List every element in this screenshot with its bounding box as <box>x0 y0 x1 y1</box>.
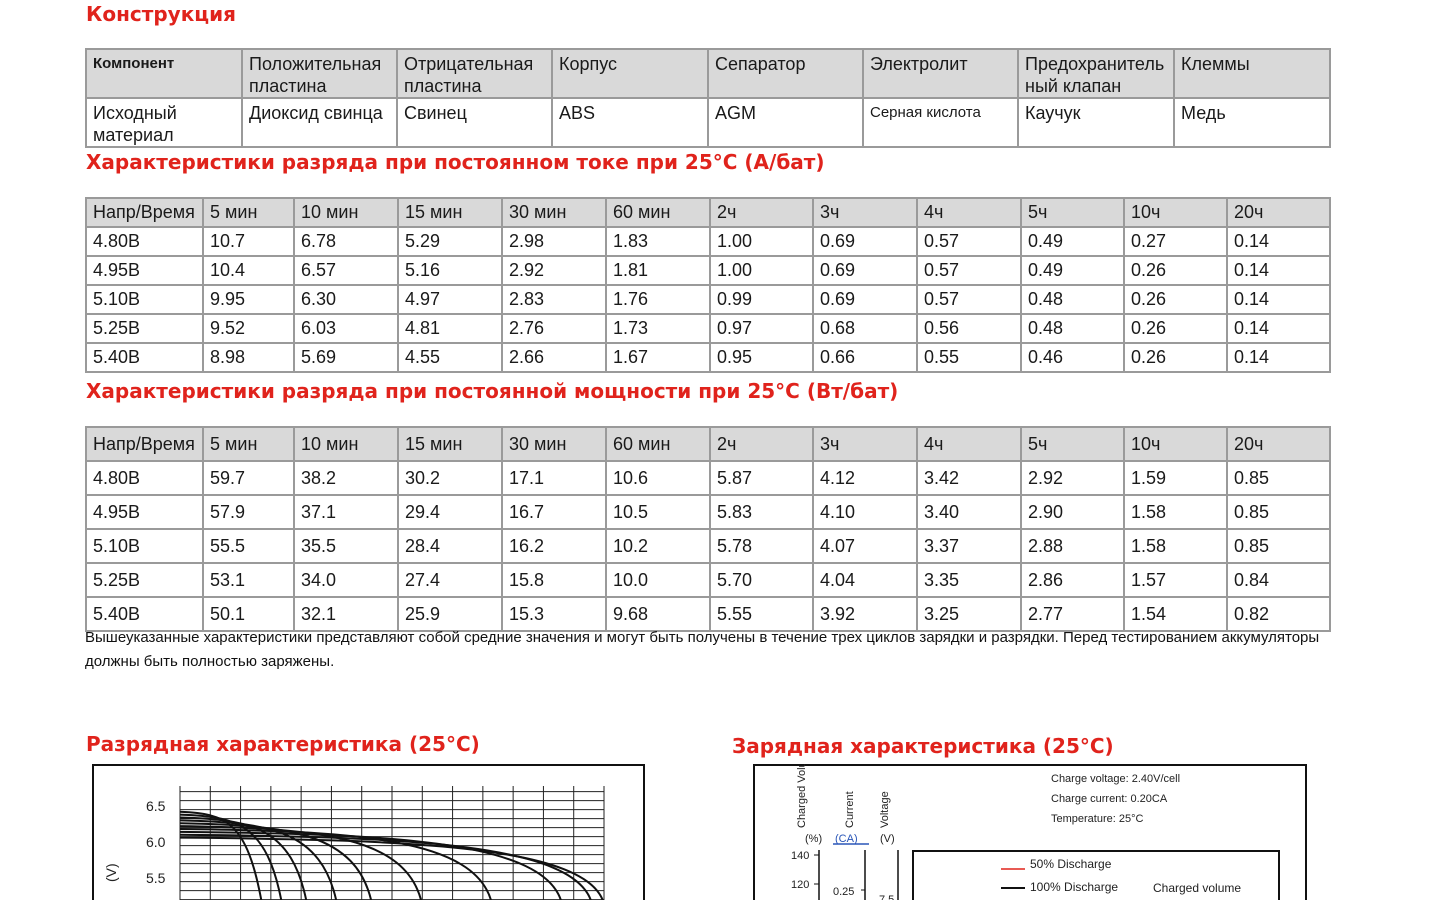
power-cell: 57.9 <box>203 495 294 529</box>
current-cell: 6.57 <box>294 256 398 285</box>
power-cell: 4.10 <box>813 495 917 529</box>
power-discharge-table <box>85 426 1331 632</box>
current-cell: 0.56 <box>917 314 1021 343</box>
current-cell: 1.73 <box>606 314 710 343</box>
power-cell: 1.54 <box>1124 597 1227 631</box>
power-cell: 35.5 <box>294 529 398 563</box>
power-cell: 3.42 <box>917 461 1021 495</box>
power-row <box>86 529 1330 563</box>
power-header: 15 мин <box>398 427 502 461</box>
power-cell: 10.5 <box>606 495 710 529</box>
note-text: Вышеуказанные характеристики представляют собой средние значения и могут быть получены в течение трех циклов зарядки и разрядки. Перед тестированием аккумуляторы должны быть полностью заряжены. <box>85 629 1320 670</box>
power-cell: 3.35 <box>917 563 1021 597</box>
power-row <box>86 461 1330 495</box>
current-cell: 0.26 <box>1124 256 1227 285</box>
current-cell: 0.26 <box>1124 285 1227 314</box>
current-header: Напр/Время <box>86 198 203 227</box>
power-cell: 28.4 <box>398 529 502 563</box>
power-cell: 2.77 <box>1021 597 1124 631</box>
power-cell: 0.85 <box>1227 461 1330 495</box>
power-cell: 2.86 <box>1021 563 1124 597</box>
charge-condition: Charge current: 0.20CA <box>1051 793 1168 805</box>
power-cell: 5.78 <box>710 529 813 563</box>
charge-left-tick: 140 <box>791 850 810 862</box>
current-cell: 0.57 <box>917 285 1021 314</box>
legend-charged-volume: Charged volume <box>1153 881 1242 895</box>
current-header-row <box>86 198 1330 227</box>
current-cell: 0.99 <box>710 285 813 314</box>
power-cell: 59.7 <box>203 461 294 495</box>
construction-header: Компонент <box>86 49 242 98</box>
current-cell: 0.48 <box>1021 285 1124 314</box>
current-cell: 0.14 <box>1227 227 1330 256</box>
construction-cell: Серная кислота <box>863 98 1018 147</box>
power-cell: 5.40В <box>86 597 203 631</box>
power-cell: 0.82 <box>1227 597 1330 631</box>
power-cell: 5.70 <box>710 563 813 597</box>
power-cell: 15.3 <box>502 597 606 631</box>
construction-header: Положительная пластина <box>242 49 397 98</box>
charge-unit-voltage: (V) <box>880 833 895 845</box>
charge-unit-current: (CA) <box>835 833 858 845</box>
construction-cell: Исходный материал <box>86 98 242 147</box>
power-cell: 4.07 <box>813 529 917 563</box>
discharge-ytick: 6.0 <box>146 834 166 850</box>
current-header: 10 мин <box>294 198 398 227</box>
charge-condition: Charge voltage: 2.40V/cell <box>1051 773 1181 785</box>
construction-header: Корпус <box>552 49 708 98</box>
power-cell: 10.0 <box>606 563 710 597</box>
current-cell: 1.81 <box>606 256 710 285</box>
current-cell: 5.40В <box>86 343 203 372</box>
power-header-row <box>86 427 1330 461</box>
current-cell: 2.76 <box>502 314 606 343</box>
power-cell: 5.25В <box>86 563 203 597</box>
current-header: 5 мин <box>203 198 294 227</box>
power-cell: 4.95В <box>86 495 203 529</box>
power-cell: 4.80В <box>86 461 203 495</box>
power-header: 20ч <box>1227 427 1330 461</box>
construction-cell: Диоксид свинца <box>242 98 397 147</box>
current-cell: 5.10В <box>86 285 203 314</box>
construction-header: Сепаратор <box>708 49 863 98</box>
power-table-title: Характеристики разряда при постоянной мощности при 25°C (Вт/бат) <box>86 379 899 403</box>
power-header: 10ч <box>1124 427 1227 461</box>
power-cell: 2.92 <box>1021 461 1124 495</box>
current-cell: 2.98 <box>502 227 606 256</box>
charge-current-tick: 0.25 <box>833 886 855 898</box>
power-cell: 1.58 <box>1124 495 1227 529</box>
current-cell: 0.68 <box>813 314 917 343</box>
power-cell: 4.04 <box>813 563 917 597</box>
current-cell: 5.69 <box>294 343 398 372</box>
current-row <box>86 285 1330 314</box>
current-cell: 0.27 <box>1124 227 1227 256</box>
current-header: 4ч <box>917 198 1021 227</box>
current-cell: 0.97 <box>710 314 813 343</box>
power-cell: 38.2 <box>294 461 398 495</box>
power-cell: 55.5 <box>203 529 294 563</box>
charge-axis-label-volume: Charged Volume <box>796 764 808 828</box>
power-header: 3ч <box>813 427 917 461</box>
current-cell: 0.49 <box>1021 256 1124 285</box>
power-cell: 15.8 <box>502 563 606 597</box>
current-header: 5ч <box>1021 198 1124 227</box>
power-cell: 30.2 <box>398 461 502 495</box>
current-cell: 8.98 <box>203 343 294 372</box>
power-cell: 16.7 <box>502 495 606 529</box>
power-header: 5 мин <box>203 427 294 461</box>
current-row <box>86 256 1330 285</box>
current-cell: 4.97 <box>398 285 502 314</box>
current-row <box>86 227 1330 256</box>
charge-chart-title: Зарядная характеристика (25°C) <box>732 734 1114 758</box>
current-cell: 2.66 <box>502 343 606 372</box>
power-cell: 0.85 <box>1227 529 1330 563</box>
charge-axis-label-voltage: Voltage <box>879 791 891 828</box>
current-cell: 6.30 <box>294 285 398 314</box>
discharge-ylabel: (V) <box>103 863 119 882</box>
power-cell: 3.25 <box>917 597 1021 631</box>
current-cell: 1.00 <box>710 256 813 285</box>
current-cell: 6.03 <box>294 314 398 343</box>
power-cell: 29.4 <box>398 495 502 529</box>
power-cell: 5.83 <box>710 495 813 529</box>
current-cell: 0.14 <box>1227 343 1330 372</box>
current-cell: 0.69 <box>813 227 917 256</box>
current-header: 30 мин <box>502 198 606 227</box>
power-cell: 9.68 <box>606 597 710 631</box>
power-cell: 16.2 <box>502 529 606 563</box>
current-cell: 4.55 <box>398 343 502 372</box>
construction-header: Предохранитель ный клапан <box>1018 49 1174 98</box>
power-cell: 32.1 <box>294 597 398 631</box>
current-cell: 0.95 <box>710 343 813 372</box>
power-row <box>86 563 1330 597</box>
charge-unit-volume: (%) <box>805 833 823 845</box>
power-cell: 4.12 <box>813 461 917 495</box>
charge-condition: Temperature: 25°C <box>1051 813 1144 825</box>
current-discharge-table <box>85 197 1331 373</box>
power-cell: 37.1 <box>294 495 398 529</box>
power-header: 60 мин <box>606 427 710 461</box>
current-cell: 5.16 <box>398 256 502 285</box>
power-cell: 1.59 <box>1124 461 1227 495</box>
legend-50-discharge: 50% Discharge <box>1030 857 1112 871</box>
current-cell: 1.67 <box>606 343 710 372</box>
charge-voltage-tick: 7.5 <box>879 894 895 900</box>
current-cell: 5.29 <box>398 227 502 256</box>
current-cell: 5.25В <box>86 314 203 343</box>
construction-cell: AGM <box>708 98 863 147</box>
charge-axis-label-current: Current <box>844 791 856 828</box>
current-cell: 1.00 <box>710 227 813 256</box>
current-cell: 0.14 <box>1227 285 1330 314</box>
current-cell: 6.78 <box>294 227 398 256</box>
current-cell: 4.95В <box>86 256 203 285</box>
construction-header: Отрицательная пластина <box>397 49 552 98</box>
power-cell: 27.4 <box>398 563 502 597</box>
current-cell: 4.80В <box>86 227 203 256</box>
power-cell: 0.84 <box>1227 563 1330 597</box>
power-cell: 5.55 <box>710 597 813 631</box>
power-cell: 34.0 <box>294 563 398 597</box>
discharge-ytick: 5.5 <box>146 870 166 886</box>
current-cell: 0.57 <box>917 256 1021 285</box>
current-cell: 0.26 <box>1124 314 1227 343</box>
current-cell: 10.7 <box>203 227 294 256</box>
construction-header: Клеммы <box>1174 49 1330 98</box>
current-cell: 0.14 <box>1227 256 1330 285</box>
current-header: 10ч <box>1124 198 1227 227</box>
current-cell: 9.95 <box>203 285 294 314</box>
power-cell: 0.85 <box>1227 495 1330 529</box>
power-row <box>86 495 1330 529</box>
current-cell: 0.66 <box>813 343 917 372</box>
charge-chart <box>753 764 1307 900</box>
power-cell: 2.90 <box>1021 495 1124 529</box>
current-header: 2ч <box>710 198 813 227</box>
current-cell: 9.52 <box>203 314 294 343</box>
power-cell: 10.6 <box>606 461 710 495</box>
construction-row <box>86 98 1330 147</box>
power-header: 10 мин <box>294 427 398 461</box>
current-row <box>86 343 1330 372</box>
current-cell: 0.49 <box>1021 227 1124 256</box>
construction-table <box>85 48 1331 148</box>
construction-cell: Каучук <box>1018 98 1174 147</box>
current-cell: 1.76 <box>606 285 710 314</box>
power-header: 30 мин <box>502 427 606 461</box>
current-cell: 0.55 <box>917 343 1021 372</box>
power-header: 5ч <box>1021 427 1124 461</box>
construction-cell: Медь <box>1174 98 1330 147</box>
current-cell: 0.57 <box>917 227 1021 256</box>
power-cell: 10.2 <box>606 529 710 563</box>
current-cell: 0.46 <box>1021 343 1124 372</box>
current-cell: 0.26 <box>1124 343 1227 372</box>
power-cell: 1.57 <box>1124 563 1227 597</box>
construction-title: Конструкция <box>86 2 236 26</box>
current-cell: 2.83 <box>502 285 606 314</box>
current-cell: 2.92 <box>502 256 606 285</box>
power-cell: 5.87 <box>710 461 813 495</box>
current-cell: 0.14 <box>1227 314 1330 343</box>
construction-header-row <box>86 49 1330 98</box>
current-cell: 4.81 <box>398 314 502 343</box>
discharge-chart-title: Разрядная характеристика (25°C) <box>86 732 480 756</box>
discharge-chart <box>92 764 645 900</box>
legend-100-discharge: 100% Discharge <box>1030 880 1119 894</box>
current-cell: 10.4 <box>203 256 294 285</box>
current-header: 20ч <box>1227 198 1330 227</box>
current-cell: 0.69 <box>813 285 917 314</box>
current-table-title: Характеристики разряда при постоянном токе при 25°C (А/бат) <box>86 150 825 174</box>
current-cell: 1.83 <box>606 227 710 256</box>
construction-cell: Свинец <box>397 98 552 147</box>
discharge-ytick: 6.5 <box>146 798 166 814</box>
power-cell: 3.37 <box>917 529 1021 563</box>
power-cell: 53.1 <box>203 563 294 597</box>
current-header: 3ч <box>813 198 917 227</box>
power-cell: 25.9 <box>398 597 502 631</box>
current-header: 15 мин <box>398 198 502 227</box>
power-header: Напр/Время <box>86 427 203 461</box>
power-header: 2ч <box>710 427 813 461</box>
power-cell: 17.1 <box>502 461 606 495</box>
construction-cell: ABS <box>552 98 708 147</box>
power-header: 4ч <box>917 427 1021 461</box>
construction-header: Электролит <box>863 49 1018 98</box>
charge-left-tick: 120 <box>791 879 810 891</box>
power-cell: 5.10В <box>86 529 203 563</box>
discharge-chart-frame <box>93 765 644 900</box>
power-cell: 2.88 <box>1021 529 1124 563</box>
current-row <box>86 314 1330 343</box>
current-cell: 0.69 <box>813 256 917 285</box>
current-cell: 0.48 <box>1021 314 1124 343</box>
power-cell: 50.1 <box>203 597 294 631</box>
power-cell: 3.92 <box>813 597 917 631</box>
power-cell: 1.58 <box>1124 529 1227 563</box>
power-cell: 3.40 <box>917 495 1021 529</box>
current-header: 60 мин <box>606 198 710 227</box>
